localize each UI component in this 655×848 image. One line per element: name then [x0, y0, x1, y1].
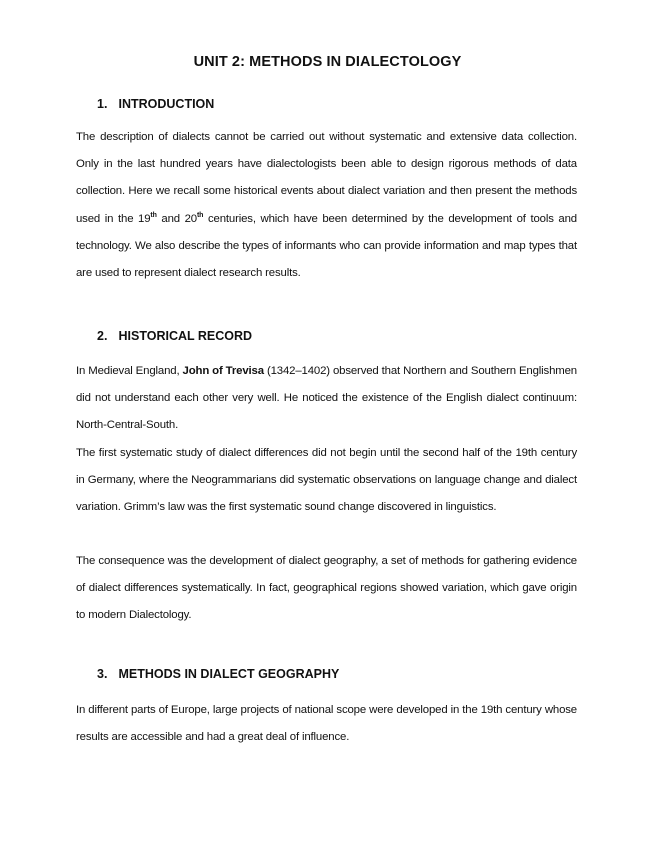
paragraph-text: In Medieval England,	[76, 365, 183, 377]
paragraph-trevisa	[76, 358, 577, 440]
superscript: th	[150, 211, 157, 219]
section-title: INTRODUCTION	[118, 97, 215, 111]
section-heading-historical-record	[97, 329, 252, 343]
document-title: UNIT 2: METHODS IN DIALECTOLOGY	[193, 54, 462, 70]
section-number: 3.	[97, 667, 108, 681]
section-number: 1.	[97, 97, 108, 111]
section-heading-methods	[97, 667, 339, 681]
bold-name: John of Trevisa	[182, 365, 264, 377]
paragraph-text: centuries, which have been determined by the development of tools and technology. We also describe the types of informants who can provide information and map types that are used to represent dialect research results.	[76, 212, 577, 280]
paragraph-dialect-geography	[76, 548, 577, 630]
paragraph-text: and 20	[156, 212, 197, 225]
paragraph-neogrammarians	[76, 440, 577, 522]
paragraph-text: In different parts of Europe, large projects of national scope were developed in the 19th century whose results are accessible and had a great deal of influence.	[76, 704, 577, 744]
paragraph-text: (1342–1402) observed that Northern and Southern Englishmen did not understand each other very well. He noticed the existence of the English dialect continuum: North-Central-South.	[76, 365, 577, 432]
paragraph-text: The first systematic study of dialect differences did not begin until the second half of the 19th century in Germany, where the Neogrammarians did systematic observations on language change and dialect variation. Grimm’s law was the first systematic sound change discovered in linguistics.	[76, 447, 577, 514]
section-title: METHODS IN DIALECT GEOGRAPHY	[118, 667, 340, 681]
section-number: 2.	[97, 329, 108, 343]
section-heading-introduction	[97, 97, 214, 111]
paragraph-text: The description of dialects cannot be carried out without systematic and extensive data collection. Only in the last hundred years have dialectologists been able to design rigorous methods of data collection. Here we recall some historical events about dialect variation and then present the methods used in the 19	[76, 131, 577, 225]
paragraph-text: The consequence was the development of dialect geography, a set of methods for gathering evidence of dialect differences systematically. In fact, geographical regions showed variation, which gave origin to modern Dialectology.	[76, 555, 577, 622]
superscript: th	[197, 211, 204, 219]
paragraph-introduction	[76, 124, 577, 287]
paragraph-european-projects	[76, 697, 577, 751]
section-title: HISTORICAL RECORD	[118, 329, 253, 343]
